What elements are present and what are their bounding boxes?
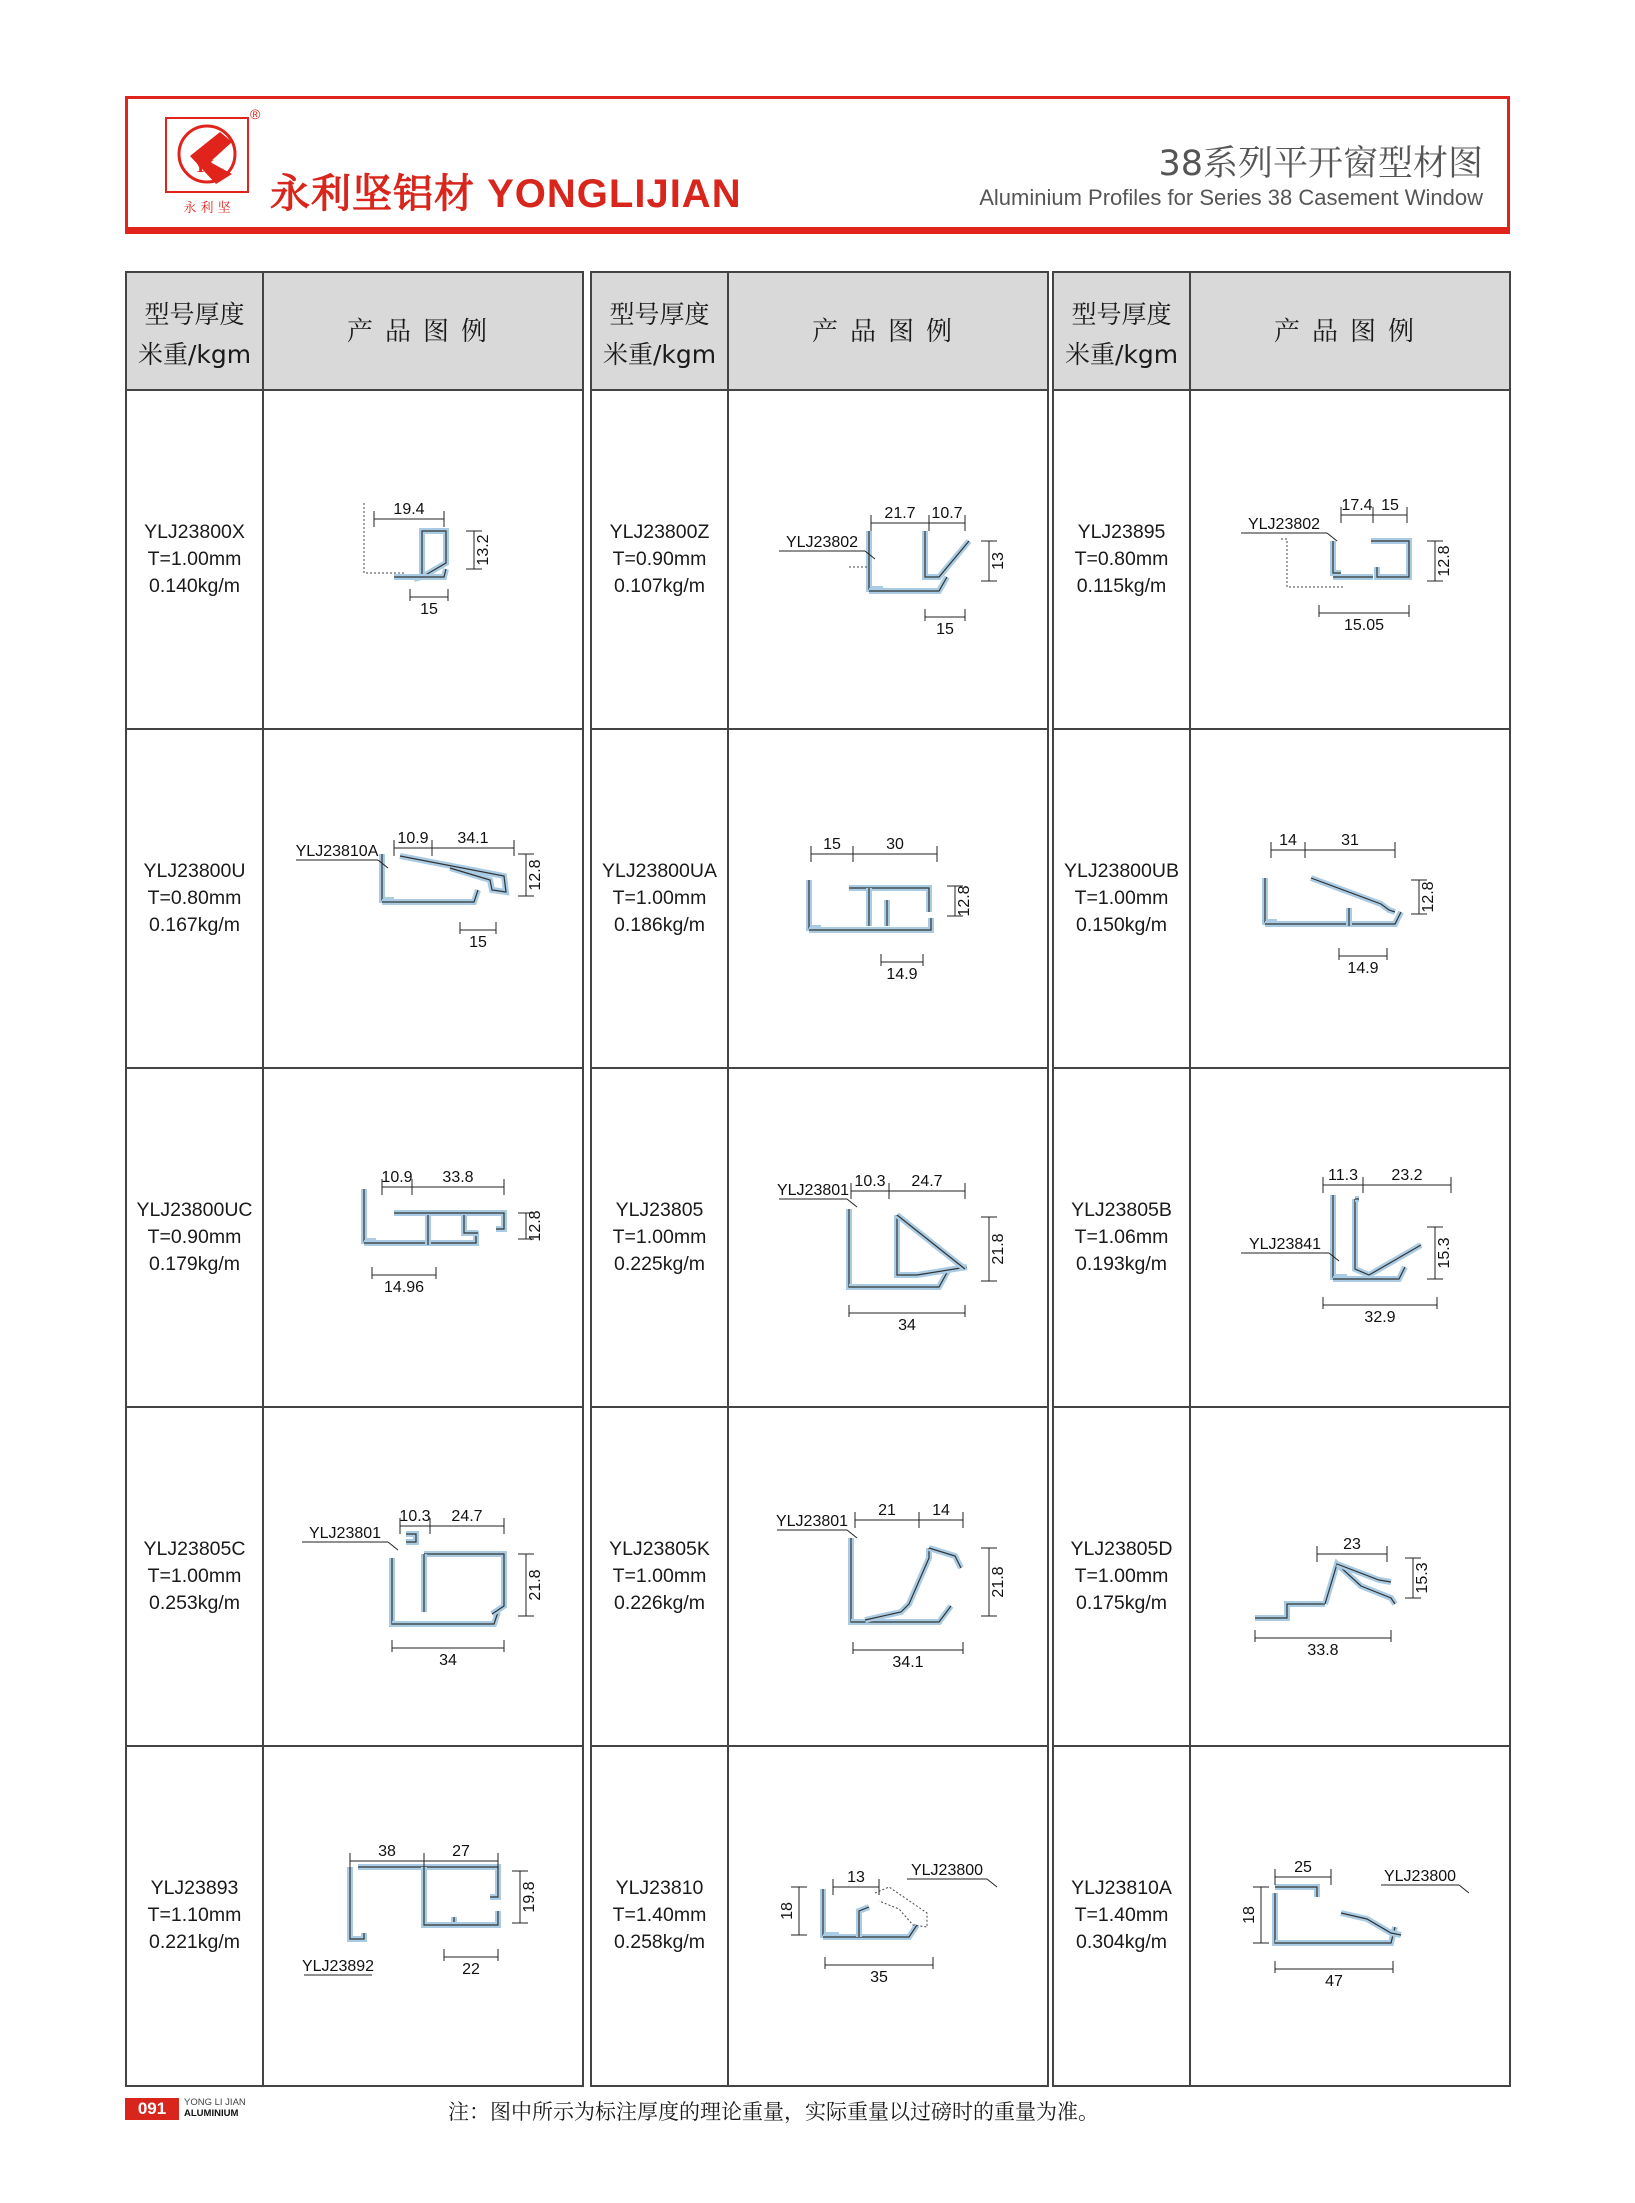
profile-spec <box>592 1875 727 1956</box>
profile-spec <box>1054 858 1189 939</box>
profile-row <box>592 1408 1047 1747</box>
dimension-label: 11.3 <box>1328 1167 1358 1184</box>
profile-section <box>851 1538 865 1622</box>
leader-line <box>987 1879 997 1887</box>
wall-thickness: T=1.00mm <box>1074 887 1169 909</box>
wall-thickness: T=1.06mm <box>1074 1226 1169 1248</box>
dimension-label: 21.8 <box>990 1233 1007 1265</box>
dimension-label: 15 <box>469 934 487 951</box>
dimension-label: 34.1 <box>457 830 489 847</box>
profile-outline <box>1355 1199 1421 1275</box>
spec-column-header: 型号厚度 米重/kgm <box>602 300 717 369</box>
dimension-label: 10.3 <box>399 1508 431 1525</box>
dimension-label: 15 <box>936 621 954 638</box>
profile-drawing <box>729 391 1047 728</box>
model-number: YLJ23800UA <box>602 860 717 882</box>
profile-section <box>400 856 506 892</box>
profile-drawing <box>1191 1408 1509 1745</box>
weight-per-meter: 0.221kg/m <box>148 1931 241 1953</box>
footer-brand-line2: ALUMINIUM <box>184 2108 239 2119</box>
model-number: YLJ23805 <box>615 1199 704 1221</box>
model-number: YLJ23810A <box>1071 1877 1172 1899</box>
profile-table-1 <box>125 271 584 2087</box>
profile-row <box>127 730 582 1069</box>
dimension-label: 23 <box>1343 1536 1361 1553</box>
profile-section <box>364 1189 376 1241</box>
model-number: YLJ23805B <box>1071 1199 1172 1221</box>
profile-section <box>1265 878 1277 922</box>
adjacent-profile <box>875 1887 927 1927</box>
profile-section <box>358 1867 498 1897</box>
dimension-label: 47 <box>1325 1973 1343 1990</box>
dimension-label: 15 <box>420 601 438 618</box>
profile-drawing <box>264 1408 582 1745</box>
dimension-label: 34 <box>898 1317 916 1334</box>
profile-section-svg <box>729 730 1047 1067</box>
dimension-label: 12.8 <box>956 885 973 917</box>
wall-thickness: T=0.80mm <box>1074 548 1169 570</box>
weight-per-meter: 0.258kg/m <box>613 1931 706 1953</box>
wall-thickness: T=1.00mm <box>612 1565 707 1587</box>
wall-thickness: T=0.90mm <box>147 1226 242 1248</box>
dimension-label: 33.8 <box>1307 1642 1339 1659</box>
dimension-label: YLJ23801 <box>308 1525 382 1542</box>
dimension-label: 12.8 <box>527 859 544 891</box>
weight-per-meter: 0.150kg/m <box>1075 914 1168 936</box>
profile-spec <box>127 1197 262 1278</box>
profile-spec <box>1054 1197 1189 1278</box>
profile-spec <box>127 1875 262 1956</box>
profile-section <box>1275 1927 1395 1943</box>
dimension-label: 14 <box>932 1502 950 1519</box>
spec-column-header: 型号厚度 米重/kgm <box>1064 300 1179 369</box>
dimension-label: 12.8 <box>1420 881 1437 913</box>
profile-section <box>406 1534 416 1542</box>
profile-outline <box>897 1215 965 1269</box>
profile-section <box>464 1215 478 1233</box>
wall-thickness: T=1.00mm <box>612 887 707 909</box>
dimension-label: 31 <box>1341 832 1359 849</box>
wall-thickness: T=1.00mm <box>612 1226 707 1248</box>
profile-row <box>127 1747 582 2086</box>
profile-section <box>424 1554 504 1614</box>
profile-section <box>364 1231 476 1243</box>
profile-spec <box>592 858 727 939</box>
profile-section-svg <box>264 1408 582 1745</box>
weight-per-meter: 0.167kg/m <box>148 914 241 936</box>
page-title-en: Aluminium Profiles for Series 38 Casement Window <box>979 185 1483 210</box>
profile-spec <box>1054 1875 1189 1956</box>
brand-name: 永利坚铝材 YONGLIJIAN <box>270 172 742 216</box>
profile-row <box>127 391 582 730</box>
registered-mark: ® <box>250 106 261 122</box>
profile-section <box>1275 1893 1291 1943</box>
dimension-label: YLJ23801 <box>776 1182 850 1199</box>
profile-section <box>424 1867 454 1925</box>
dimension-label: 21.8 <box>527 1569 544 1601</box>
dimension-label: 21.7 <box>884 505 916 522</box>
profile-section-svg <box>1191 730 1509 1067</box>
profile-section <box>1333 1195 1347 1277</box>
profile-row <box>127 1069 582 1408</box>
profile-spec <box>127 1536 262 1617</box>
profile-drawing <box>264 391 582 728</box>
leader-line <box>1459 1885 1469 1893</box>
profile-row <box>592 1069 1047 1408</box>
profile-drawing <box>729 1069 1047 1406</box>
weight-per-meter: 0.115kg/m <box>1076 575 1167 597</box>
wall-thickness: T=1.10mm <box>147 1904 242 1926</box>
profile-section <box>1333 541 1341 573</box>
profile-section <box>394 1213 504 1229</box>
leader-line <box>388 1542 398 1550</box>
profile-drawing <box>264 730 582 1067</box>
page-number: 091 <box>125 2098 179 2120</box>
model-number: YLJ23800Z <box>609 521 710 543</box>
dimension-label: 15 <box>823 836 841 853</box>
profile-row <box>1054 1747 1509 2086</box>
profile-section <box>1255 1604 1325 1618</box>
dimension-label: YLJ23802 <box>1247 516 1321 533</box>
profile-section <box>849 1209 863 1287</box>
profile-section-svg <box>729 1069 1047 1406</box>
profile-section-svg <box>729 1408 1047 1745</box>
profile-row <box>1054 391 1509 730</box>
dimension-label: 12.8 <box>527 1210 544 1242</box>
model-number: YLJ23893 <box>150 1877 239 1899</box>
profile-section <box>1265 912 1401 924</box>
dimension-label: 27 <box>452 1843 470 1860</box>
profile-section-svg <box>264 730 582 1067</box>
wall-thickness: T=1.40mm <box>612 1904 707 1926</box>
profile-drawing <box>729 1408 1047 1745</box>
dimension-label: 13.2 <box>475 534 492 566</box>
profile-drawing <box>729 730 1047 1067</box>
profile-spec <box>592 1197 727 1278</box>
profile-drawing <box>264 1069 582 1406</box>
profile-section <box>809 880 821 928</box>
weight-per-meter: 0.225kg/m <box>613 1253 706 1275</box>
profile-spec <box>592 519 727 600</box>
table-header <box>1054 273 1509 391</box>
profile-section <box>823 1925 917 1937</box>
dimension-label: 21.8 <box>990 1566 1007 1598</box>
profile-drawing <box>729 1747 1047 2084</box>
model-number: YLJ23895 <box>1077 521 1166 543</box>
profile-outline <box>424 1867 454 1925</box>
profile-section-svg <box>1191 391 1509 728</box>
dimension-label: 24.7 <box>451 1508 483 1525</box>
dimension-label: 18 <box>1241 1906 1258 1924</box>
profile-section <box>350 1867 364 1939</box>
spec-column-header: 型号厚度 米重/kgm <box>137 300 252 369</box>
table-header <box>592 273 1047 391</box>
dimension-label: 14.9 <box>886 966 918 983</box>
dimension-label: 10.9 <box>397 830 429 847</box>
dimension-label: YLJ23801 <box>775 1513 849 1530</box>
model-number: YLJ23805D <box>1070 1538 1173 1560</box>
dimension-label: 21 <box>878 1502 896 1519</box>
profile-row <box>1054 730 1509 1069</box>
weight-per-meter: 0.304kg/m <box>1075 1931 1168 1953</box>
dimension-label: YLJ23892 <box>301 1958 375 1975</box>
model-number: YLJ23805C <box>143 1538 246 1560</box>
dimension-label: 13 <box>990 552 1007 570</box>
dimension-label: YLJ23810A <box>295 843 379 860</box>
profile-row <box>127 1408 582 1747</box>
profile-outline <box>1371 541 1409 577</box>
profile-outline <box>414 531 446 579</box>
dimension-label: 30 <box>886 836 904 853</box>
dimension-label: 32.9 <box>1364 1309 1396 1326</box>
profile-section-svg <box>264 391 582 728</box>
dimension-label: 15.05 <box>1343 617 1385 634</box>
profile-drawing <box>1191 391 1509 728</box>
dimension-label: 14.96 <box>383 1279 425 1296</box>
model-number: YLJ23800UC <box>136 1199 253 1221</box>
dimension-label: 10.7 <box>931 505 963 522</box>
profile-drawing <box>264 1747 582 2084</box>
profile-drawing <box>1191 1747 1509 2084</box>
weight-per-meter: 0.253kg/m <box>148 1592 241 1614</box>
leader-line <box>847 1530 857 1538</box>
profile-table-2 <box>590 271 1049 2087</box>
wall-thickness: T=1.00mm <box>147 1565 242 1587</box>
dimension-label: 34 <box>439 1652 457 1669</box>
dimension-label: 25 <box>1294 1859 1312 1876</box>
profile-spec <box>127 519 262 600</box>
model-number: YLJ23800UB <box>1064 860 1179 882</box>
dimension-label: YLJ23841 <box>1248 1236 1322 1253</box>
dimension-label: 33.8 <box>442 1169 474 1186</box>
profile-section-svg <box>1191 1747 1509 2084</box>
product-column-header: 产品图例 <box>346 317 499 347</box>
profile-section <box>823 1889 839 1935</box>
svg-text:YL: YL <box>194 156 220 176</box>
profile-section <box>1341 1913 1401 1935</box>
weight-per-meter: 0.140kg/m <box>148 575 241 597</box>
wall-thickness: T=1.00mm <box>1074 1565 1169 1587</box>
wall-thickness: T=1.00mm <box>147 548 242 570</box>
dimension-label: YLJ23802 <box>785 534 859 551</box>
dimension-label: 38 <box>378 1843 396 1860</box>
profile-spec <box>127 858 262 939</box>
dimension-label: YLJ23800 <box>910 1862 984 1879</box>
profile-section <box>392 1612 498 1624</box>
profile-section <box>430 1911 498 1925</box>
profile-section <box>382 890 478 902</box>
footer-brand-line1: YONG LI JIAN <box>184 2097 246 2108</box>
profile-section-svg <box>729 391 1047 728</box>
weight-per-meter: 0.193kg/m <box>1075 1253 1168 1275</box>
profile-row <box>1054 1069 1509 1408</box>
weight-per-meter: 0.179kg/m <box>148 1253 241 1275</box>
profile-section-svg <box>264 1069 582 1406</box>
profile-section <box>925 531 969 577</box>
profile-section-svg <box>264 1747 582 2084</box>
profile-section <box>382 854 394 900</box>
profile-section <box>859 1907 869 1937</box>
profile-table-3 <box>1052 271 1511 2087</box>
page-title-cn: 38系列平开窗型材图 <box>1158 144 1483 184</box>
dimension-label: 17.4 <box>1341 497 1373 514</box>
profile-section-svg <box>1191 1408 1509 1745</box>
dimension-label: 12.8 <box>1436 545 1453 577</box>
weight-per-meter: 0.107kg/m <box>613 575 706 597</box>
profile-spec <box>1054 519 1189 600</box>
profile-section <box>869 531 883 589</box>
dimension-label: 15.3 <box>1414 1562 1431 1594</box>
dimension-label: 15.3 <box>1436 1237 1453 1269</box>
dimension-label: 34.1 <box>892 1654 924 1671</box>
leader-line <box>1327 533 1337 541</box>
model-number: YLJ23810 <box>615 1877 704 1899</box>
wall-thickness: T=0.80mm <box>147 887 242 909</box>
model-number: YLJ23800X <box>144 521 245 543</box>
profile-section-svg <box>729 1747 1047 2084</box>
model-number: YLJ23800U <box>143 860 246 882</box>
dimension-label: 10.9 <box>381 1169 413 1186</box>
profile-spec <box>1054 1536 1189 1617</box>
profile-drawing <box>1191 730 1509 1067</box>
dimension-label: 14.9 <box>1347 960 1379 977</box>
leader-line <box>847 1199 857 1207</box>
dimension-label: 23.2 <box>1391 1167 1423 1184</box>
brand-logo <box>160 112 260 220</box>
dimension-label: 13 <box>847 1869 865 1886</box>
dimension-label: 24.7 <box>911 1173 943 1190</box>
dimension-label: 10.3 <box>854 1173 886 1190</box>
weight-per-meter: 0.226kg/m <box>613 1592 706 1614</box>
profile-row <box>592 391 1047 730</box>
profile-row <box>592 730 1047 1069</box>
profile-outline <box>424 1554 504 1614</box>
dimension-label: 15 <box>1381 497 1399 514</box>
weight-per-meter: 0.175kg/m <box>1075 1592 1168 1614</box>
wall-thickness: T=1.40mm <box>1074 1904 1169 1926</box>
weight-footnote: 注：图中所示为标注厚度的理论重量，实际重量以过磅时的重量为准。 <box>448 2100 1099 2124</box>
dimension-label: 19.4 <box>393 501 425 518</box>
table-header <box>127 273 582 391</box>
profile-spec <box>592 1536 727 1617</box>
dimension-label: YLJ23800 <box>1383 1868 1457 1885</box>
logo-subtitle: 永 利 坚 <box>183 201 231 216</box>
profile-section <box>1275 1887 1317 1897</box>
profile-drawing <box>1191 1069 1509 1406</box>
wall-thickness: T=0.90mm <box>612 548 707 570</box>
dimension-label: 19.8 <box>521 1881 538 1913</box>
product-column-header: 产品图例 <box>1273 317 1426 347</box>
profile-row <box>592 1747 1047 2086</box>
profile-row <box>1054 1408 1509 1747</box>
profile-section <box>392 1558 404 1624</box>
model-number: YLJ23805K <box>609 1538 710 1560</box>
profile-outline <box>358 1867 498 1897</box>
dimension-label: 18 <box>779 1902 796 1920</box>
dimension-label: 22 <box>462 1961 480 1978</box>
product-column-header: 产品图例 <box>811 317 964 347</box>
weight-per-meter: 0.186kg/m <box>613 914 706 936</box>
profile-section-svg <box>1191 1069 1509 1406</box>
dimension-label: 14 <box>1279 832 1297 849</box>
dimension-label: 35 <box>870 1969 888 1986</box>
profile-section <box>865 1548 929 1620</box>
